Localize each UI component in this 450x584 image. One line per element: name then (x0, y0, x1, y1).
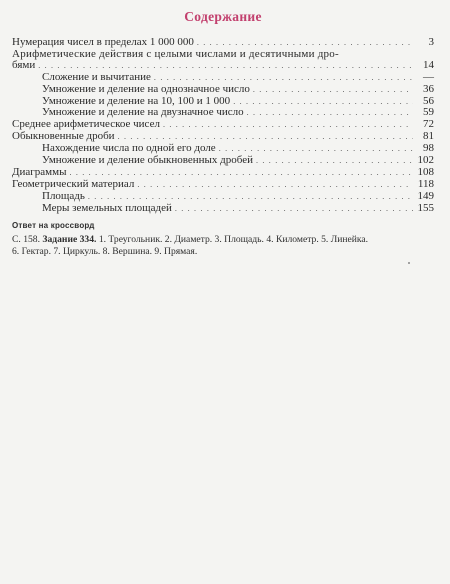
toc-entry-label: Умножение и деление на 10, 100 и 1 000 (42, 94, 231, 107)
toc-entry[interactable] (12, 191, 434, 203)
toc-entry-label: Обыкновенные дроби (12, 130, 115, 143)
toc-entry-label: Сложение и вычитание (42, 70, 151, 83)
answer-page-ref: С. 158. (12, 233, 40, 245)
toc-entry-label-cont: бями (12, 58, 36, 71)
toc-entry-label: Умножение и деление на однозначное число (42, 82, 250, 95)
toc-leader (233, 97, 413, 108)
toc-entry[interactable] (12, 203, 434, 215)
toc-entry-label: Геометрический материал (12, 177, 135, 190)
answer-task-ref: Задание 334. (42, 233, 97, 245)
toc-leader (163, 120, 413, 131)
page-title: Содержание (184, 9, 262, 24)
paper-speck (408, 262, 410, 264)
toc-entry[interactable] (12, 49, 434, 72)
toc-leader (175, 204, 413, 215)
toc-entry-page: 72 (423, 118, 434, 131)
toc-entry-page: 3 (428, 36, 434, 48)
toc-entry[interactable] (12, 155, 434, 167)
toc-entry-label: Меры земельных площадей (42, 201, 172, 214)
toc-leader (137, 180, 413, 191)
toc-entry-label: Площадь (42, 189, 85, 202)
toc-entry-label: Нахождение числа по одной его доле (42, 142, 216, 155)
toc-entry-label: Умножение и деление обыкновенных дробей (42, 154, 253, 167)
toc-entry[interactable] (12, 72, 434, 84)
toc-leader (253, 85, 413, 96)
toc-entry-label: Арифметические действия с целыми числами и десятичными дро- (12, 47, 339, 60)
toc-entry[interactable] (12, 179, 434, 191)
toc-entry-page: 14 (423, 58, 434, 71)
answer-line-1: 1. Треугольник. 2. Диаметр. 3. Площадь. 4. Километр. 5. Линейка. (98, 233, 369, 245)
answer-heading: Ответ на кроссворд (12, 220, 95, 230)
toc-entry-label: Среднее арифметическое чисел (12, 118, 160, 131)
toc-entry-page: 59 (423, 106, 434, 119)
toc-entry-label: Умножение и деление на двузначное число (42, 106, 244, 119)
answer-line-2: 6. Гектар. 7. Циркуль. 8. Вершина. 9. Прямая. (12, 245, 198, 257)
answer-text (12, 234, 434, 258)
toc-entry-page: 155 (417, 201, 434, 214)
toc-entry-page: 81 (423, 130, 434, 143)
toc-leader (256, 156, 413, 167)
toc-entry-page: 102 (417, 154, 434, 167)
toc-entry-page: 56 (423, 94, 434, 107)
toc-entry-page: 149 (417, 189, 434, 202)
toc-entry[interactable] (12, 84, 434, 96)
toc-entry-label: Диаграммы (12, 165, 67, 178)
toc-entry-label: Нумерация чисел в пределах 1 000 000 (12, 36, 194, 48)
toc-leader (247, 108, 413, 119)
toc-entry-page: 36 (423, 82, 434, 95)
toc-entry-page: — (423, 70, 434, 83)
toc-entry-page: 98 (423, 142, 434, 155)
toc-entry-page: 108 (417, 165, 434, 178)
toc-entry-page: 118 (417, 177, 434, 190)
toc-leader (154, 73, 413, 84)
table-of-contents (12, 37, 434, 215)
